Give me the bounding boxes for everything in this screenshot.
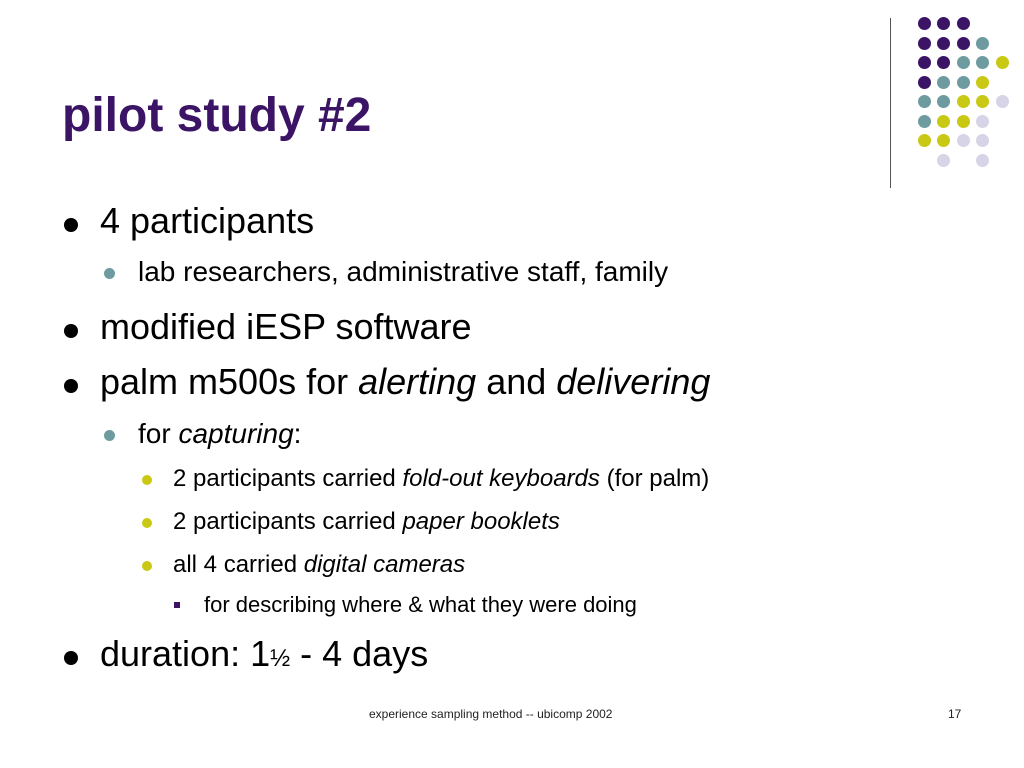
- decorative-dot: [957, 134, 970, 147]
- decorative-dot: [957, 17, 970, 30]
- bullet-text: 2 participants carried paper booklets: [173, 508, 560, 535]
- bullet-dot-icon: [64, 379, 78, 393]
- decorative-dot: [918, 95, 931, 108]
- decorative-dot: [957, 56, 970, 69]
- bullet-text: duration: 1½ - 4 days: [100, 633, 429, 674]
- bullet-dot-icon: [142, 475, 152, 485]
- decorative-dot: [976, 134, 989, 147]
- bullet-text: palm m500s for alerting and delivering: [100, 361, 711, 402]
- decorative-divider-line: [890, 18, 891, 188]
- slide-title: pilot study #2: [62, 89, 372, 142]
- decorative-dot: [918, 17, 931, 30]
- bullet-dot-icon: [142, 518, 152, 528]
- decorative-dot: [957, 76, 970, 89]
- page-number: 17: [948, 707, 962, 721]
- decorative-dot: [937, 134, 950, 147]
- decorative-dot: [937, 37, 950, 50]
- bullet-text: lab researchers, administrative staff, family: [138, 256, 669, 287]
- bullet-dot-icon: [104, 430, 115, 441]
- bullet-dot-icon: [142, 561, 152, 571]
- bullet-text: for describing where & what they were doing: [204, 592, 637, 617]
- bullet-text: 2 participants carried fold-out keyboards (for palm): [173, 465, 710, 492]
- decorative-dot: [937, 76, 950, 89]
- bullet-square-icon: [174, 602, 180, 608]
- decorative-dot: [937, 17, 950, 30]
- decorative-dot: [957, 115, 970, 128]
- decorative-dot: [937, 95, 950, 108]
- bullet-text: modified iESP software: [100, 306, 472, 347]
- decorative-dot: [976, 95, 989, 108]
- decorative-dot: [957, 37, 970, 50]
- decorative-dot: [976, 115, 989, 128]
- decorative-dot: [918, 37, 931, 50]
- bullet-dot-icon: [64, 324, 78, 338]
- decorative-dot: [937, 115, 950, 128]
- decorative-dot: [976, 56, 989, 69]
- bullet-text: 4 participants: [100, 200, 315, 241]
- bullet-dot-icon: [64, 651, 78, 665]
- decorative-dot: [937, 154, 950, 167]
- bullet-dot-icon: [64, 218, 78, 232]
- decorative-dot: [976, 154, 989, 167]
- decorative-dot: [918, 56, 931, 69]
- decorative-dot: [996, 56, 1009, 69]
- decorative-dot: [918, 115, 931, 128]
- decorative-dot: [918, 76, 931, 89]
- decorative-dot: [918, 134, 931, 147]
- decorative-dot: [976, 37, 989, 50]
- decorative-dot: [996, 95, 1009, 108]
- decorative-dot: [976, 76, 989, 89]
- bullet-text: for capturing:: [138, 418, 302, 449]
- decorative-dot: [937, 56, 950, 69]
- bullet-text: all 4 carried digital cameras: [173, 551, 466, 578]
- bullet-dot-icon: [104, 268, 115, 279]
- decorative-dot: [957, 95, 970, 108]
- footer-text: experience sampling method -- ubicomp 2002: [369, 707, 613, 721]
